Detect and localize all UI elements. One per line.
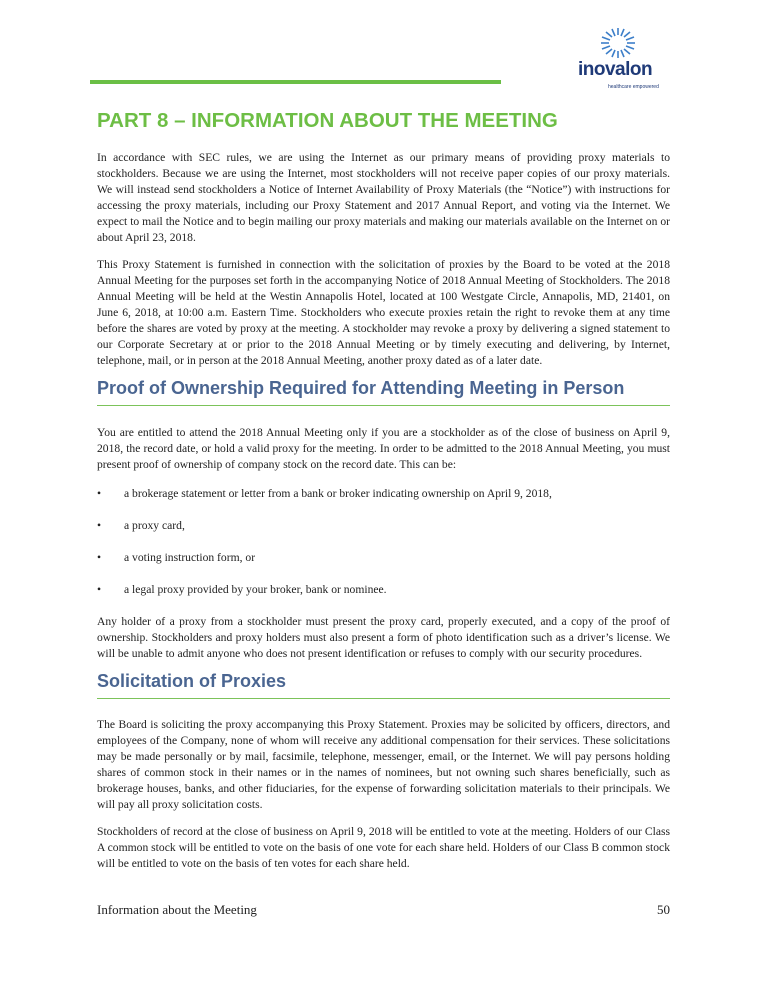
header-rule [90,80,501,84]
page-title: PART 8 – INFORMATION ABOUT THE MEETING [97,109,558,132]
section-heading-ownership: Proof of Ownership Required for Attending Meeting in Person [97,377,670,406]
intro-paragraph-2: This Proxy Statement is furnished in connection with the solicitation of proxies by the Board to be voted at the 2018 Annual Meeting for the purposes set forth in the accompanying Notice of 2018 Annual Meeting of Stockholders. The 2018 Annual Meeting will be held at the Westin Annapolis Hotel, located at 100 Westgate Circle, Annapolis, MD, 21401, on June 6, 2018, at 10:00 a.m. Eastern Time. Stockholders who execute proxies retain the right to revoke them at any time before the shares are voted by proxy at the meeting. A stockholder may revoke a proxy by delivering a signed statement to our Corporate Secretary at or prior to the 2018 Annual Meeting or by timely executing and delivering, by Internet, telephone, mail, or in person at the 2018 Annual Meeting, another proxy dated as of a later date. [97,258,670,367]
ownership-closing-paragraph: Any holder of a proxy from a stockholder must present the proxy card, properly executed, and a copy of the proof of ownership. Stockholders and proxy holders must also present a form of photo identification such as a driver’s license. We will be unable to admit anyone who does not present identification or refuses to comply with our security procedures. [97,615,670,660]
bullet-item: • a proxy card, [97,519,185,532]
logo-tagline: healthcare empowered [608,84,659,90]
logo-ring-icon [570,24,660,62]
bullet-icon: • [97,551,102,564]
logo-wordmark: inovalon [578,59,653,80]
intro-paragraph-1: In accordance with SEC rules, we are using the Internet as our primary means of providing proxy materials to stockholders. Because we are using the Internet, most stockholders will not receive paper copies of our proxy materials. We will instead send stockholders a Notice of Internet Availability of Proxy Materials (the “Notice”) with instructions for accessing the proxy materials, including our Proxy Statement and 2017 Annual Report, and voting via the Internet. We expect to mail the Notice and to begin mailing our proxy materials and making our materials available on the Internet on or about April 23, 2018. [97,151,670,244]
bullet-icon: • [97,487,102,500]
bullet-icon: • [97,519,102,532]
page-footer [97,902,670,918]
bullet-item: • a brokerage statement or letter from a bank or broker indicating ownership on April 9, 2018, [97,487,552,500]
page-body [97,150,670,918]
bullet-item: • a legal proxy provided by your broker, bank or nominee. [97,583,387,596]
inovalon-logo [570,24,660,94]
solicitation-paragraph-2: Stockholders of record at the close of business on April 9, 2018 will be entitled to vote at the meeting. Holders of our Class A common stock will be entitled to vote on the basis of one vote for each share held. Holders of our Class B common stock will be entitled to vote on the basis of ten votes for each share held. [97,825,670,870]
solicitation-paragraph-1: The Board is soliciting the proxy accompanying this Proxy Statement. Proxies may be solicited by officers, directors, and employees of the Company, none of whom will receive any additional compensation for their services. These solicitations may be made personally or by mail, facsimile, telephone, messenger, email, or the Internet. We will pay persons holding shares of common stock in their names or in the names of nominees, but not owning such shares beneficially, such as brokerage houses, banks, and other fiduciaries, for the expense of forwarding solicitation materials to their principals. We will pay all proxy solicitation costs. [97,718,670,811]
footer-section-title: Information about the Meeting [97,902,257,917]
bullet-item: • a voting instruction form, or [97,551,256,564]
section-heading-solicitation: Solicitation of Proxies [97,670,670,699]
page-number: 50 [657,902,670,917]
bullet-icon: • [97,583,102,596]
ownership-paragraph: You are entitled to attend the 2018 Annual Meeting only if you are a stockholder as of the close of business on April 9, 2018, the record date, or hold a valid proxy for the meeting. In order to be admitted to the 2018 Annual Meeting, you must present proof of ownership of company stock on the record date. This can be: [97,426,670,471]
